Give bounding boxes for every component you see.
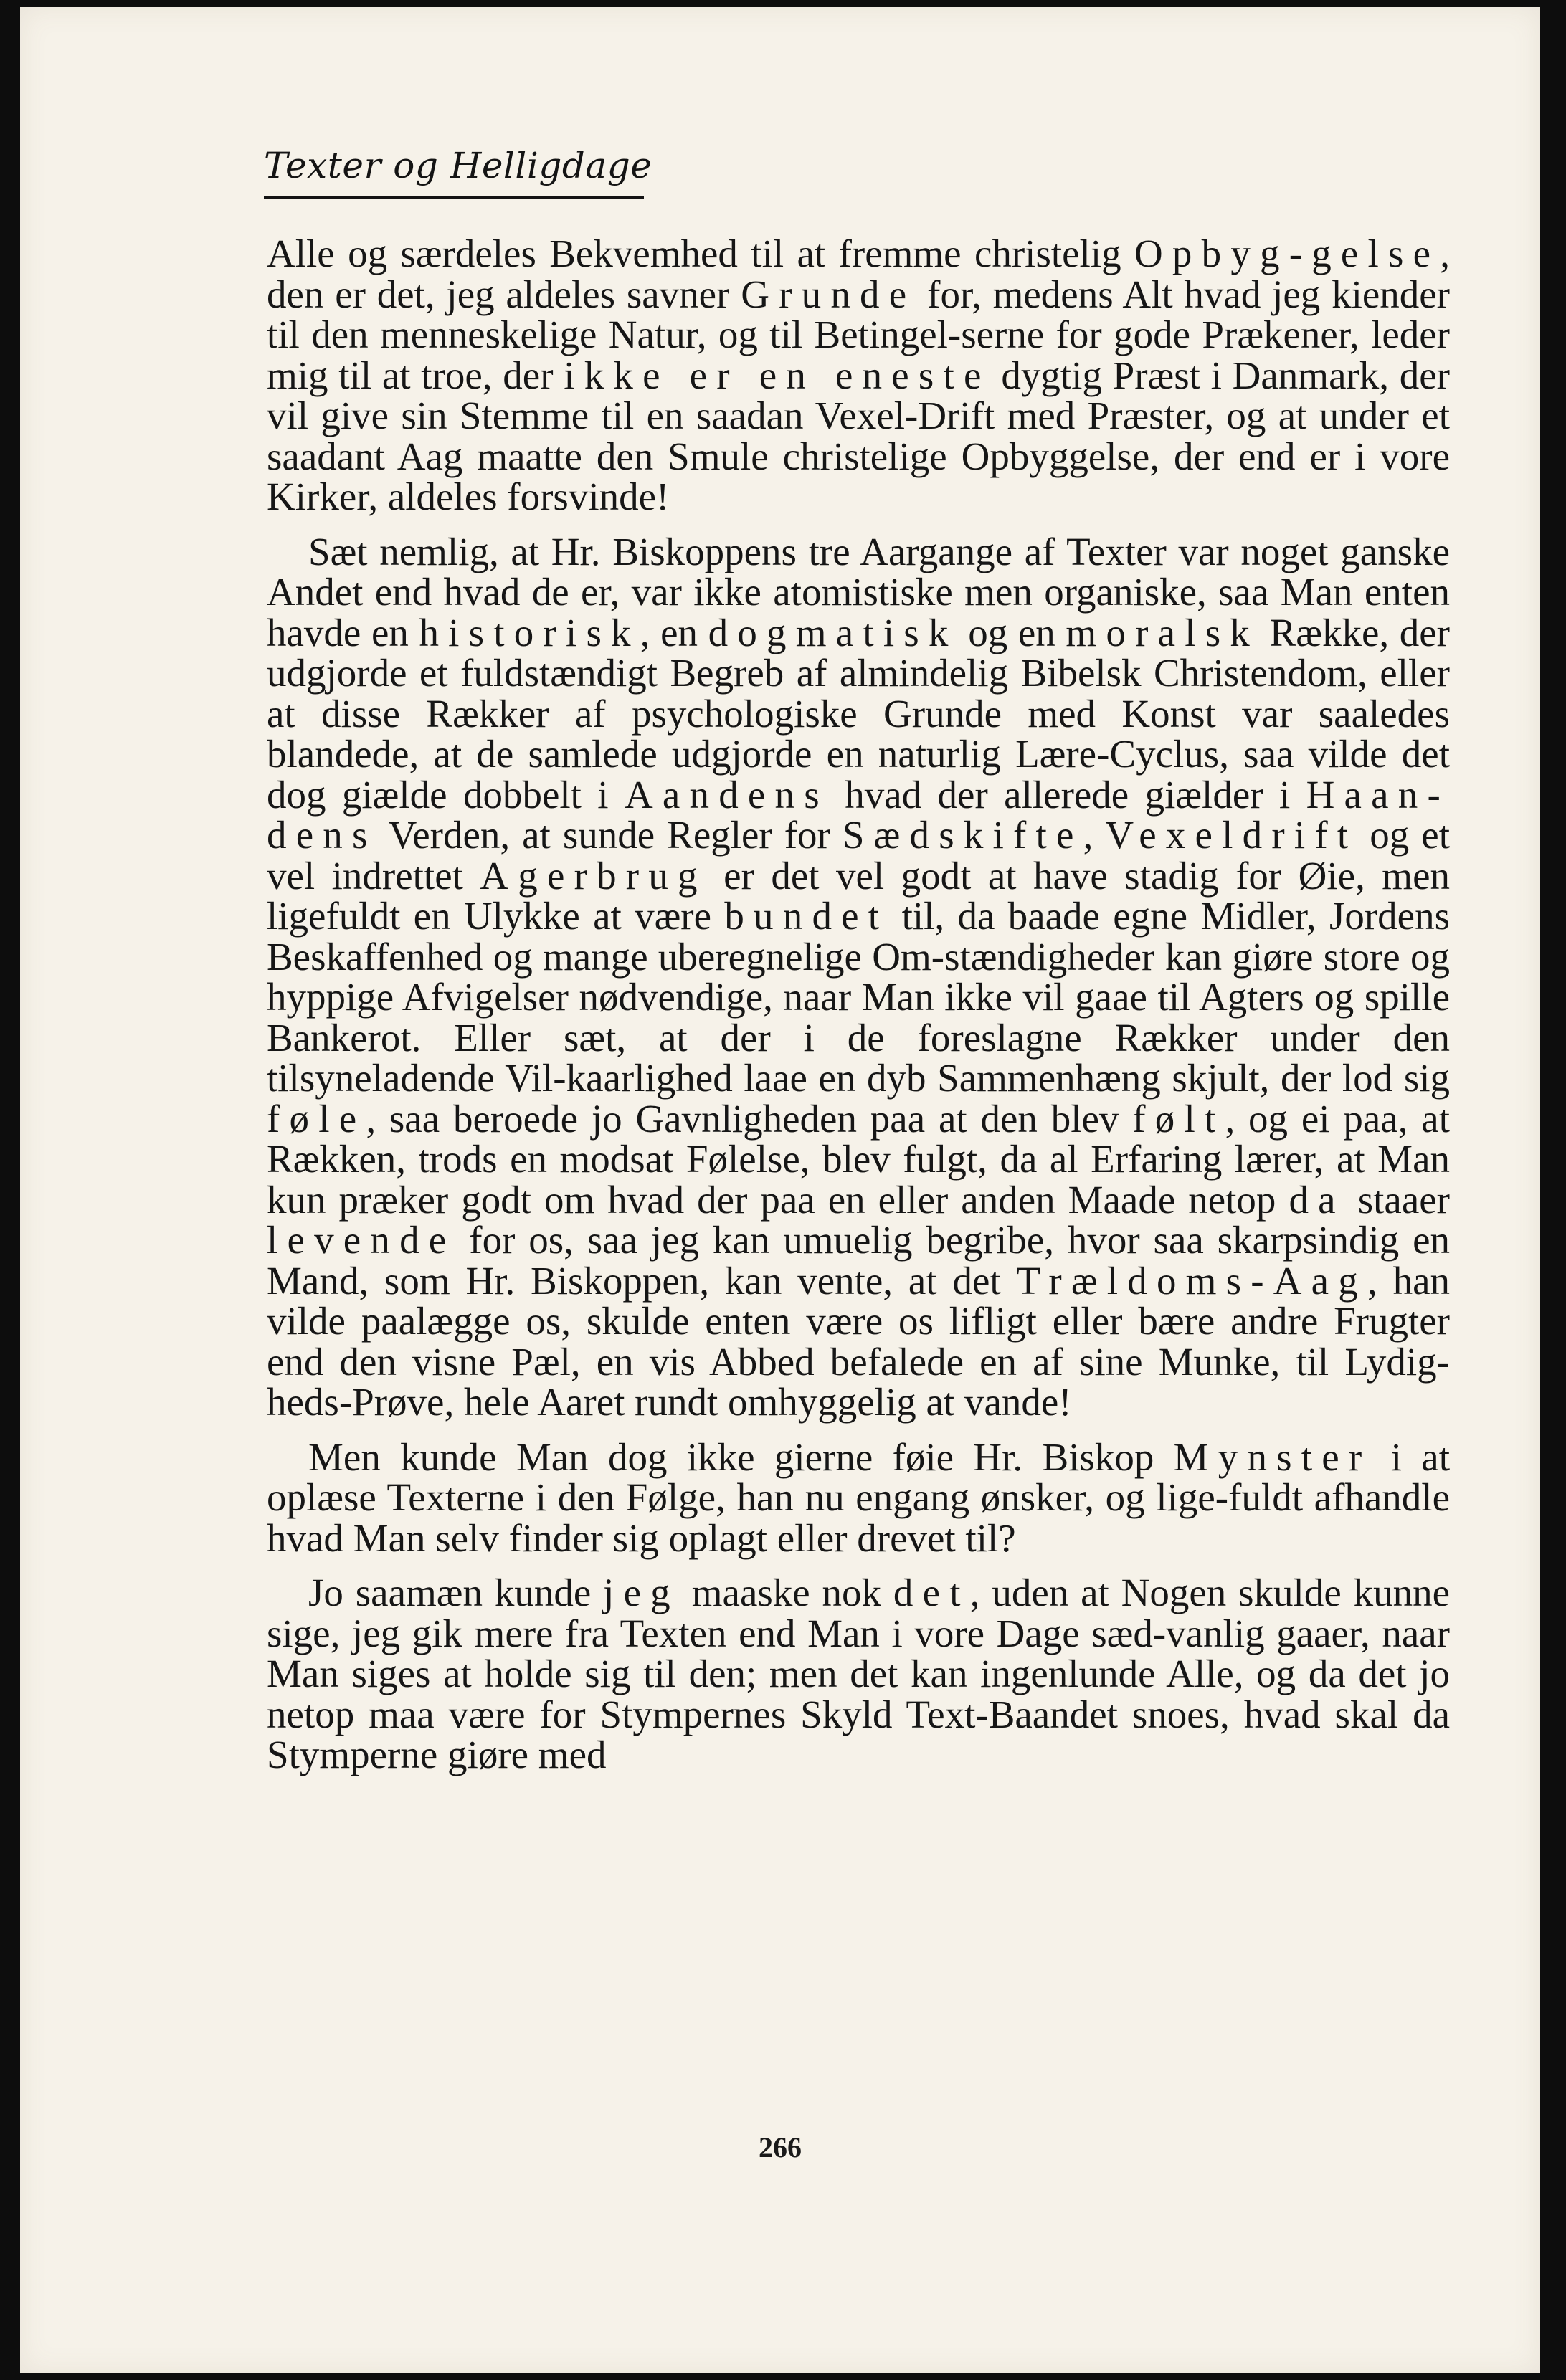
- text-run: , uden at Nogen skulde kunne sige, jeg gik mere fra Texten end Man i vore Dage sæd-vanlig gaaer, naar Man siges at holde sig til den; men det kan ingenlunde Alle, og da det jo netop maa være for Stympernes Skyld Text-Baandet snoes, hvad skal da Stymperne giøre med: [267, 1571, 1450, 1776]
- running-header: Texter og Helligdage: [264, 145, 652, 186]
- spaced-emphasis: levende: [267, 1218, 456, 1262]
- text-run: i at oplæse Texterne i den Følge, han nu engang ønsker, og lige-fuldt afhandle hvad Man selv finder sig oplagt eller drevet til?: [267, 1434, 1451, 1560]
- spaced-emphasis: Sædskifte: [842, 813, 1083, 857]
- text-run: , den er det, jeg aldeles savner: [267, 232, 1450, 316]
- text-run: Jo saamæn kunde: [308, 1571, 604, 1614]
- text-run: , en: [640, 610, 708, 654]
- text-run: ,: [1083, 813, 1106, 857]
- header-underline: [264, 196, 644, 199]
- text-run: , og ei paa, at Rækken, trods en modsat Følelse, blev fulgt, da al Erfaring lærer, at Man kun præker godt om hvad der paa en eller anden Maade netop: [267, 1096, 1450, 1222]
- text-run: Række, der udgjorde et fuldstændigt Begreb af almindelig Bibelsk Christendom, eller at disse Rækker af psychologiske Grunde med Konst var saaledes blandede, at de samlede udgjorde en naturlig Lære-Cyclus, saa vilde det dog giælde dobbelt i: [267, 610, 1450, 817]
- spaced-emphasis: Vexeldrift: [1105, 813, 1358, 857]
- spaced-emphasis: følt: [1132, 1096, 1225, 1141]
- spaced-emphasis: ikke er en eneste: [564, 353, 991, 397]
- text-run: hvad der allerede giælder i: [828, 772, 1306, 817]
- text-run: og et vel indrettet: [267, 813, 1450, 898]
- text-run: Verden, at sunde Regler for: [376, 813, 843, 857]
- spaced-emphasis: Agerbrug: [480, 853, 707, 898]
- paragraph-2: [267, 529, 1450, 1424]
- text-run: dygtig Præst i Danmark, der vil give sin Stemme til en saadan Vexel-Drift med Præster, og at under et saadant Aag maatte den Smule christelige Opbyggelse, der end er i vore Kirker, aldeles forsvinde!: [267, 353, 1451, 518]
- spaced-emphasis: Grunde: [741, 272, 916, 316]
- text-run: for os, saa jeg kan umuelig begribe, hvor saa skarpsindig en Mand, som Hr. Biskoppen, kan vente, at det: [267, 1218, 1450, 1303]
- spaced-emphasis: det: [893, 1571, 970, 1614]
- paragraph-4: [267, 1573, 1450, 1776]
- page-body-text: [267, 234, 1450, 1790]
- spaced-emphasis: Trældoms-Aag: [1016, 1258, 1367, 1303]
- paragraph-1: [267, 234, 1450, 518]
- spaced-emphasis: Haan-dens: [267, 772, 1450, 857]
- book-page: [20, 7, 1540, 2373]
- spaced-emphasis: Mynster: [1173, 1434, 1372, 1479]
- text-run: er det vel godt at have stadig for Øie, men ligefuldt en Ulykke at være: [267, 853, 1450, 938]
- text-run: for, medens Alt hvad jeg kiender til den menneskelige Natur, og til Betingel-serne for gode Prækener, leder mig til at troe, der: [267, 272, 1450, 397]
- text-run: og en: [957, 610, 1066, 654]
- spaced-emphasis: Aandens: [625, 772, 829, 817]
- text-run: Sæt nemlig, at Hr. Biskoppens tre Aargange af Texter var noget ganske Andet end hvad de er, var ikke atomistiske men organiske, saa Man enten havde en: [267, 529, 1450, 654]
- spaced-emphasis: historisk: [419, 610, 640, 654]
- spaced-emphasis: jeg: [603, 1571, 680, 1614]
- spaced-emphasis: moralsk: [1066, 610, 1259, 654]
- page-number: 266: [759, 2131, 802, 2164]
- text-run: Alle og særdeles Bekvemhed til at fremme christelig: [267, 232, 1134, 275]
- spaced-emphasis: dogmatisk: [708, 610, 958, 654]
- spaced-emphasis: Opbyg-gelse: [1134, 232, 1441, 275]
- text-run: Men kunde Man dog ikke gierne føie Hr. Biskop: [308, 1434, 1174, 1479]
- text-run: staaer: [1344, 1177, 1450, 1222]
- paragraph-3: [267, 1434, 1451, 1560]
- text-run: til, da baade egne Midler, Jordens Beskaffenhed og mange uberegnelige Om-stændigheder kan giøre store og hyppige Afvigelser nødvendige, naar Man ikke vil gaae til Agters og spille Bankerot. Eller sæt, at der i de foreslagne Rækker under den tilsyneladende Vil-kaarlighed laae en dyb Sammenhæng skjult, der lod sig: [267, 894, 1450, 1100]
- spaced-emphasis: føle: [267, 1096, 366, 1141]
- text-run: , saa beroede jo Gavnligheden paa at den blev: [366, 1096, 1133, 1141]
- spaced-emphasis: bundet: [724, 894, 889, 938]
- text-run: , han vilde paalægge os, skulde enten være os lifligt eller bære andre Frugter end den visne Pæl, en vis Abbed befalede en af sine Munke, til Lydig-heds-Prøve, hele Aaret rundt omhyggelig at vande!: [267, 1258, 1450, 1424]
- spaced-emphasis: da: [1289, 1177, 1345, 1222]
- text-run: maaske nok: [679, 1571, 893, 1614]
